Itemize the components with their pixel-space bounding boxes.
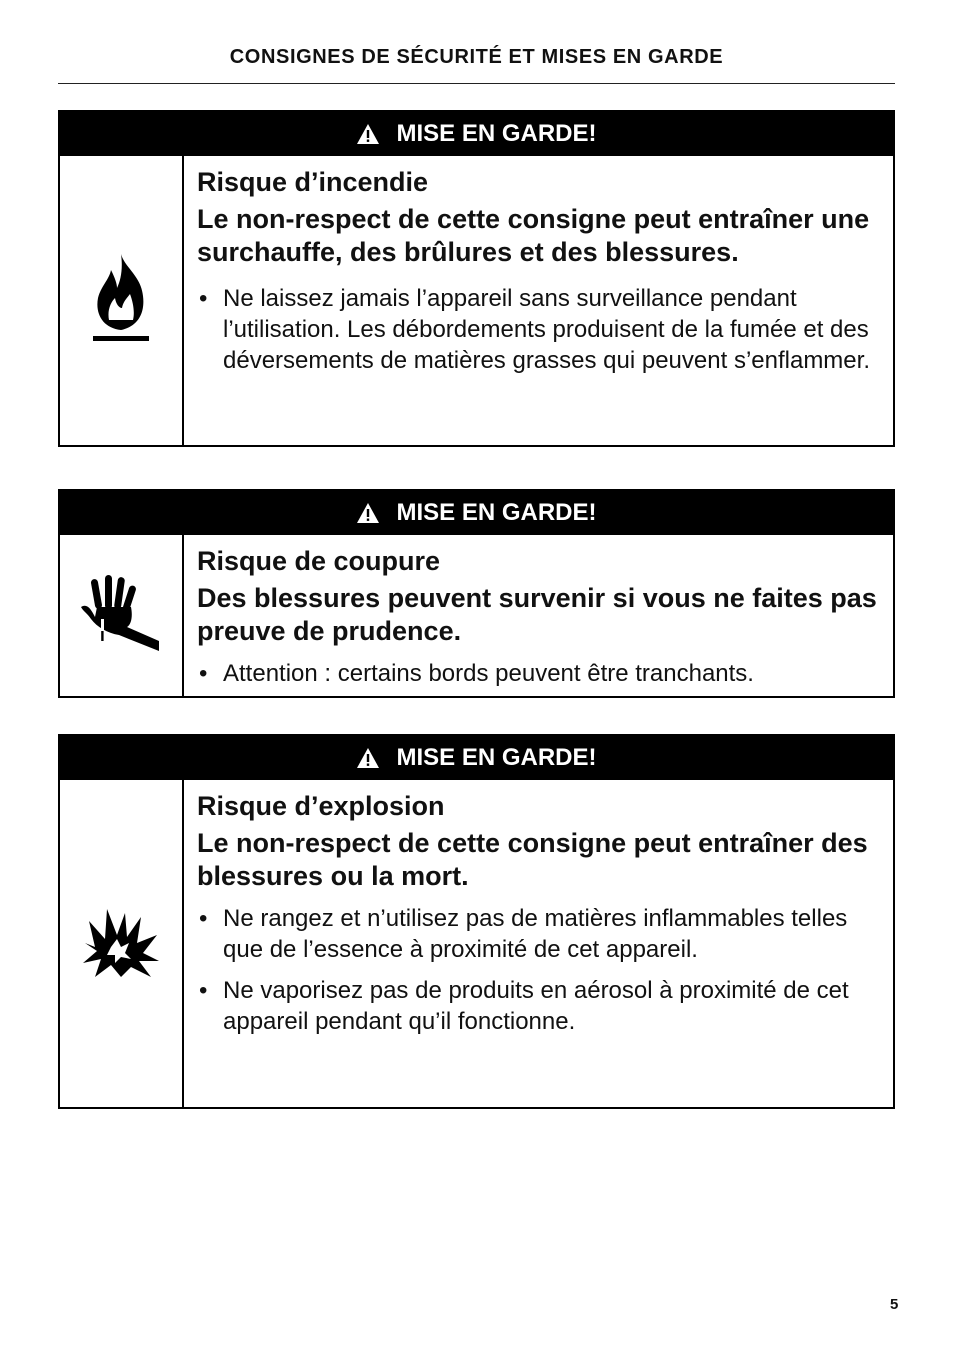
list-item: • Ne rangez et n’utilisez pas de matières inflammables telles que de l’essence à proximité de cet appareil. — [197, 903, 881, 965]
warning-box-cut — [58, 489, 895, 698]
warning-header — [60, 491, 893, 535]
fire-hazard-icon — [89, 250, 153, 351]
warning-triangle-icon — [356, 502, 380, 524]
instructions-list — [197, 283, 881, 376]
hazard-consequence: Des blessures peuvent survenir si vous ne faites pas preuve de prudence. — [197, 583, 877, 646]
page-number: 5 — [890, 1296, 899, 1313]
hazard-title: Risque d’incendie — [197, 167, 429, 197]
instructions-list — [197, 658, 881, 689]
list-item: • Ne laissez jamais l’appareil sans surveillance pendant l’utilisation. Les débordements produisent de la fumée et des déversements de matières grasses qui peuvent s’enflammer. — [197, 283, 881, 376]
hazard-title: Risque d’explosion — [197, 791, 445, 821]
warning-box-explosion — [58, 734, 895, 1109]
warning-header — [60, 736, 893, 780]
instructions-list — [197, 903, 881, 1037]
warning-triangle-icon — [356, 747, 380, 769]
hazard-consequence: Le non-respect de cette consigne peut entraîner une surchauffe, des brûlures et des blessures. — [197, 204, 870, 267]
list-item: • Ne vaporisez pas de produits en aérosol à proximité de cet appareil pendant qu’il fonctionne. — [197, 975, 881, 1037]
warning-header — [60, 112, 893, 156]
page-title: CONSIGNES DE SÉCURITÉ ET MISES EN GARDE — [229, 46, 724, 68]
warning-heading: MISE EN GARDE! — [396, 120, 597, 147]
cut-hazard-icon — [79, 573, 163, 658]
warning-triangle-icon — [356, 123, 380, 145]
hazard-consequence: Le non-respect de cette consigne peut entraîner des blessures ou la mort. — [197, 828, 868, 891]
explosion-hazard-icon — [81, 903, 161, 984]
warning-box-fire — [58, 110, 895, 447]
header-divider — [58, 83, 895, 84]
warning-heading: MISE EN GARDE! — [396, 499, 597, 526]
list-item: • Attention : certains bords peuvent être tranchants. — [197, 658, 881, 689]
hazard-title: Risque de coupure — [197, 546, 441, 576]
warning-heading: MISE EN GARDE! — [396, 744, 597, 771]
